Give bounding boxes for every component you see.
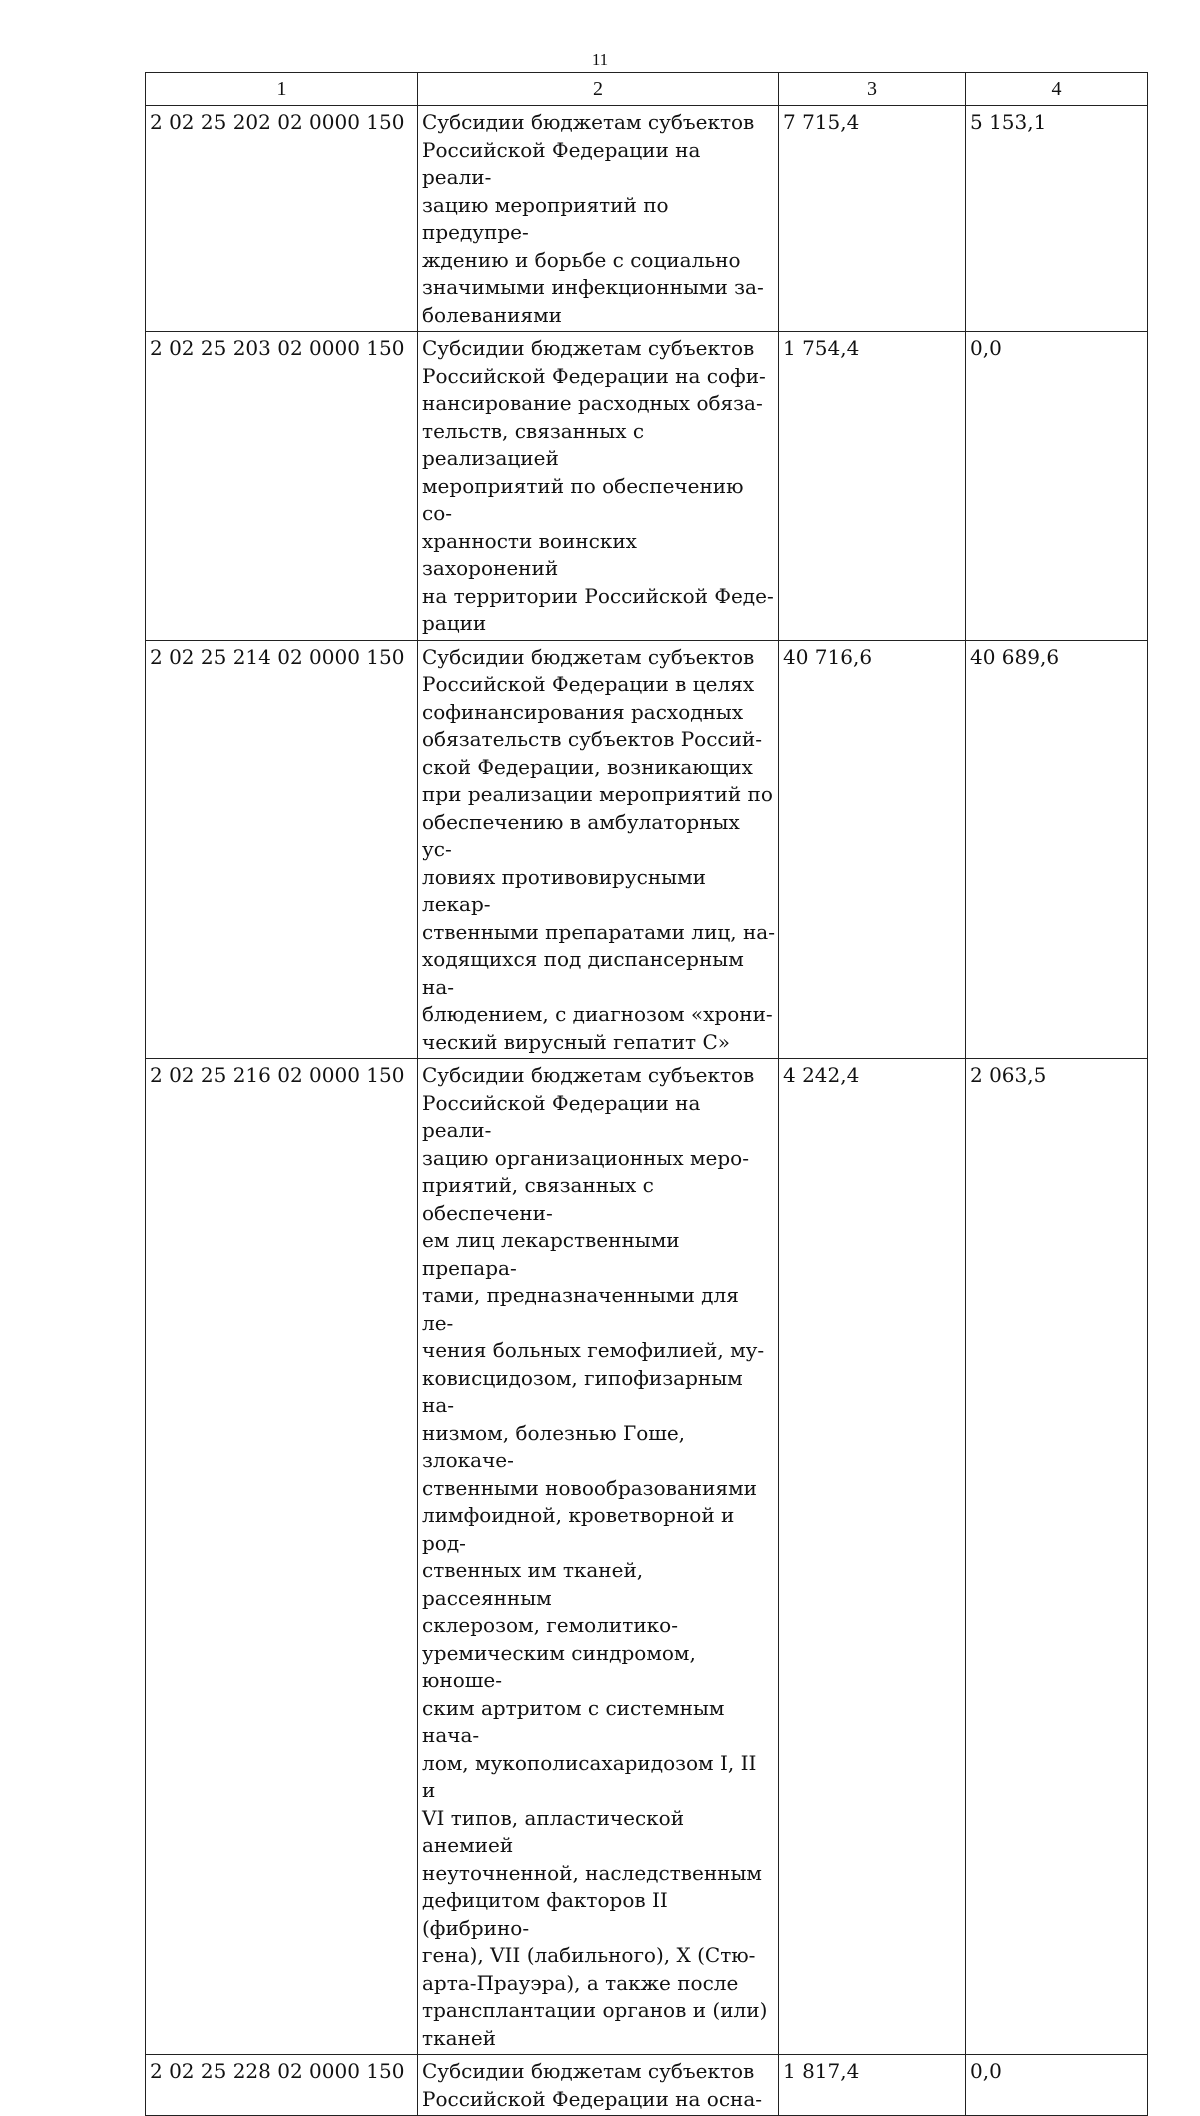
page-number: 11 (591, 50, 609, 69)
column-header-3: 3 (779, 73, 966, 106)
table-header (146, 73, 1148, 106)
description-cell: Субсидии бюджетам субъектов Российской Федерации на реали- зацию организационных меро- приятий, связанных с обеспечени- ем лиц лекарственными препара- тами, предназначенными для ле- чения больных гемофилией, му- ковисцидозом, гипофизарным на- низмом, болезнью Гоше, злокаче- ственными новообразованиями лимфоидной, кроветворной и род- ственных им тканей, рассеянным склерозом, гемолитико- уремическим синдромом, юноше- ским артритом с системным нача- лом, мукополисахаридозом I, II и VI типов, апластической анемией неуточненной, наследственным дефицитом факторов II (фибрино- гена), VII (лабильного), X (Стю- арта-Прауэра), а также после трансплантации органов и (или) тканей (418, 1059, 779, 2055)
income-code-cell: 2 02 25 214 02 0000 150 (146, 640, 418, 1059)
budget-table-container (145, 72, 1147, 2116)
header-row (146, 73, 1148, 106)
description-cell: Субсидии бюджетам субъектов Российской Федерации на софи- нансирование расходных обяза- тельств, связанных с реализацией мероприятий по обеспечению со- хранности воинских захоронений на территории Российской Феде- рации (418, 332, 779, 641)
description-cell: Субсидии бюджетам субъектов Российской Федерации на осна- (418, 2055, 779, 2116)
table-body (146, 106, 1148, 2116)
amount-col4-cell: 5 153,1 (966, 106, 1148, 332)
table-row (146, 2055, 1148, 2116)
amount-col4-cell: 0,0 (966, 332, 1148, 641)
column-header-2: 2 (418, 73, 779, 106)
income-code-cell: 2 02 25 202 02 0000 150 (146, 106, 418, 332)
table-row (146, 332, 1148, 641)
description-cell: Субсидии бюджетам субъектов Российской Федерации в целях софинансирования расходных обязательств субъектов Россий- ской Федерации, возникающих при реализации мероприятий по обеспечению в амбулаторных ус- ловиях противовирусными лекар- ственными препаратами лиц, на- ходящихся под диспансерным на- блюдением, с диагнозом «хрони- ческий вирусный гепатит С» (418, 640, 779, 1059)
amount-col3-cell: 1 754,4 (779, 332, 966, 641)
amount-col3-cell: 40 716,6 (779, 640, 966, 1059)
column-header-4: 4 (966, 73, 1148, 106)
amount-col3-cell: 7 715,4 (779, 106, 966, 332)
amount-col3-cell: 4 242,4 (779, 1059, 966, 2055)
income-code-cell: 2 02 25 216 02 0000 150 (146, 1059, 418, 2055)
table-row (146, 106, 1148, 332)
table-row (146, 1059, 1148, 2055)
table-row (146, 640, 1148, 1059)
description-cell: Субсидии бюджетам субъектов Российской Федерации на реали- зацию мероприятий по предупре- ждению и борьбе с социально значимыми инфекционными за- болеваниями (418, 106, 779, 332)
amount-col4-cell: 0,0 (966, 2055, 1148, 2116)
amount-col4-cell: 2 063,5 (966, 1059, 1148, 2055)
budget-table (145, 72, 1148, 2116)
income-code-cell: 2 02 25 203 02 0000 150 (146, 332, 418, 641)
amount-col3-cell: 1 817,4 (779, 2055, 966, 2116)
amount-col4-cell: 40 689,6 (966, 640, 1148, 1059)
column-header-1: 1 (146, 73, 418, 106)
income-code-cell: 2 02 25 228 02 0000 150 (146, 2055, 418, 2116)
